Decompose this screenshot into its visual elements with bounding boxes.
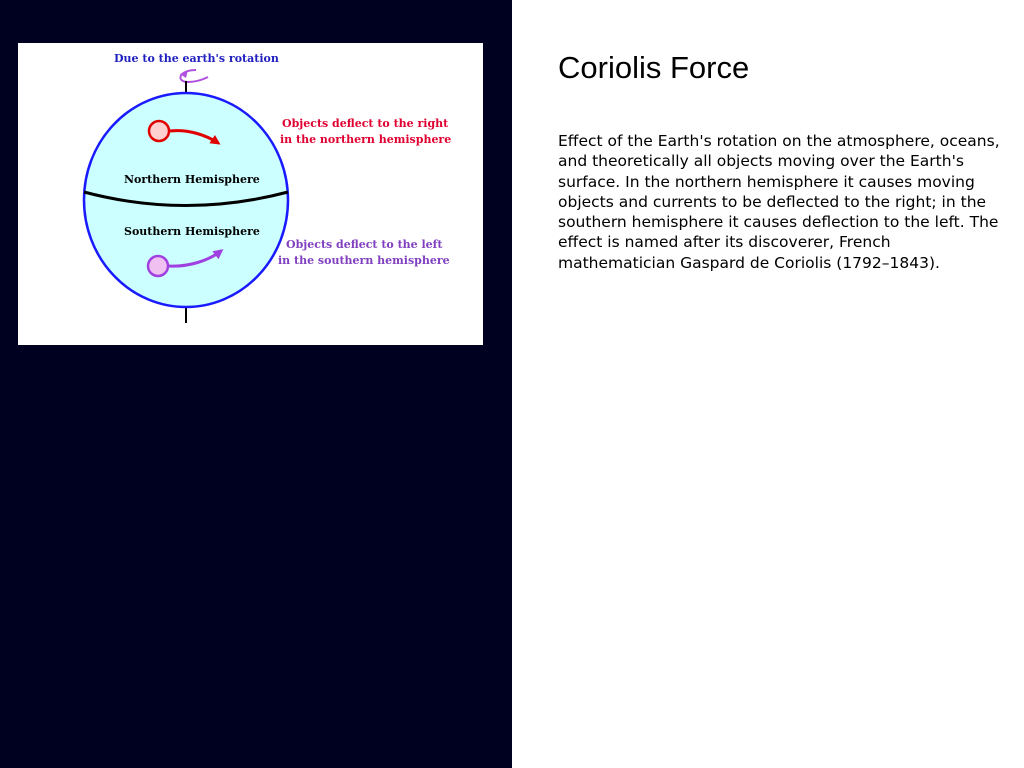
rotation-label: Due to the earth's rotation [114, 52, 279, 65]
northern-hemisphere-label: Northern Hemisphere [124, 173, 260, 186]
southern-deflection-note-line2: in the southern hemisphere [278, 254, 450, 267]
slide-body-text: Effect of the Earth's rotation on the atmosphere, oceans, and theoretically all objects moving over the Earth's surface. In the northern hemisphere it causes moving objects and currents to be deflected to the right; in the southern hemisphere it causes deflection to the left. The effect is named after its discoverer, French mathematician Gaspard de Coriolis (1792–1843). [558, 132, 1000, 272]
northern-object [149, 121, 169, 141]
slide-title: Coriolis Force [558, 50, 750, 85]
northern-deflection-note-line2: in the northern hemisphere [280, 133, 452, 146]
southern-hemisphere-label: Southern Hemisphere [124, 225, 260, 238]
northern-deflection-note-line1: Objects deflect to the right [282, 117, 449, 130]
southern-deflection-note-line1: Objects deflect to the left [286, 238, 443, 251]
southern-object [148, 256, 168, 276]
rotation-arrow-icon [180, 70, 208, 82]
coriolis-diagram-svg [18, 43, 483, 345]
coriolis-diagram [18, 43, 483, 345]
